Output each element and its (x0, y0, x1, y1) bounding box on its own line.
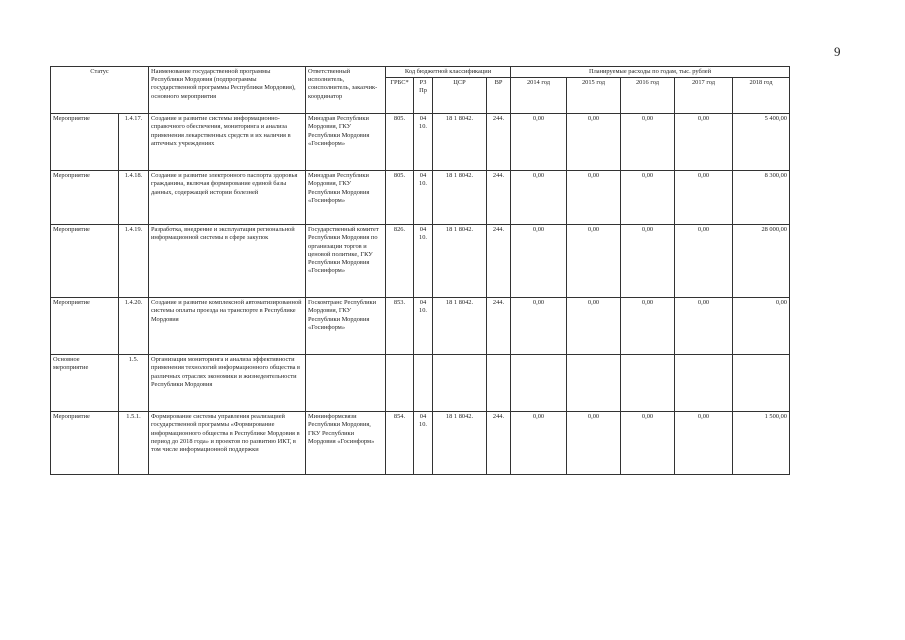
row-value-2015: 0,00 (567, 171, 621, 225)
row-value-2017 (675, 355, 733, 412)
row-grbs: 854. (386, 412, 414, 475)
row-grbs: 826. (386, 225, 414, 298)
row-value-2017: 0,00 (675, 412, 733, 475)
header-year: 2015 год (567, 78, 621, 114)
row-value-2016: 0,00 (621, 225, 675, 298)
row-vr: 244. (487, 412, 511, 475)
row-value-2014 (511, 355, 567, 412)
row-name: Разработка, внедрение и эксплуатация региональной информационной системы в сфере закупок (149, 225, 306, 298)
row-value-2017: 0,00 (675, 225, 733, 298)
row-grbs: 805. (386, 114, 414, 171)
row-executor: Мининформсвязи Республики Мордовия, ГКУ Республики Мордовия «Госинформ» (306, 412, 386, 475)
row-grbs (386, 355, 414, 412)
header-grbs: ГРБС* (386, 78, 414, 114)
row-value-2018: 5 400,00 (733, 114, 790, 171)
row-value-2017: 0,00 (675, 298, 733, 355)
row-number: 1.5.1. (119, 412, 149, 475)
row-value-2015: 0,00 (567, 298, 621, 355)
row-status: Мероприятие (51, 298, 119, 355)
header-rz: РЗ Пр (414, 78, 433, 114)
row-rz: 04 10. (414, 298, 433, 355)
table-row (51, 412, 790, 475)
row-value-2018: 0,00 (733, 298, 790, 355)
table-row (51, 355, 790, 412)
row-name: Организация мониторинга и анализа эффективности применения технологий информационного общества в различных отраслях экономики и жизнедеятельности Республики Мордовия (149, 355, 306, 412)
row-value-2018: 28 000,00 (733, 225, 790, 298)
row-grbs: 853. (386, 298, 414, 355)
budget-table (50, 66, 790, 475)
row-name: Создание и развитие электронного паспорта здоровья гражданина, включая формирование единой базы данных, содержащей истории болезней (149, 171, 306, 225)
row-rz: 04 10. (414, 412, 433, 475)
row-value-2017: 0,00 (675, 114, 733, 171)
table-row (51, 225, 790, 298)
header-vr: ВР (487, 78, 511, 114)
header-year: 2014 год (511, 78, 567, 114)
row-csr: 18 1 8042. (433, 412, 487, 475)
header-budget-code: Код бюджетной классификации (386, 67, 511, 78)
row-csr: 18 1 8042. (433, 298, 487, 355)
header-year: 2016 год (621, 78, 675, 114)
row-name: Формирование системы управления реализацией государственной программы «Формирование информационного общества в Республике Мордовия в период до 2018 года» и проектов по развитию ИКТ, в том числе информационной поддержки (149, 412, 306, 475)
row-executor: Минздрав Республики Мордовия, ГКУ Республики Мордовия «Госинформ» (306, 114, 386, 171)
row-value-2018: 1 500,00 (733, 412, 790, 475)
row-name: Создание и развитие комплексной автоматизированной системы оплаты проезда на транспорте в Республике Мордовия (149, 298, 306, 355)
row-value-2015 (567, 355, 621, 412)
row-rz: 04 10. (414, 225, 433, 298)
row-vr: 244. (487, 114, 511, 171)
row-value-2014: 0,00 (511, 225, 567, 298)
row-name: Создание и развитие системы информационно-справочного обеспечения, мониторинга и анализа применения лекарственных средств и их наличия в аптечных учреждениях (149, 114, 306, 171)
row-vr: 244. (487, 298, 511, 355)
row-value-2014: 0,00 (511, 114, 567, 171)
row-number: 1.4.18. (119, 171, 149, 225)
header-executor: Ответственный исполнитель, соисполнитель, заказчик-координатор (306, 67, 386, 114)
header-planned: Планируемые расходы по годам, тыс. рублей (511, 67, 790, 78)
row-value-2017: 0,00 (675, 171, 733, 225)
row-value-2014: 0,00 (511, 171, 567, 225)
row-csr (433, 355, 487, 412)
row-number: 1.4.17. (119, 114, 149, 171)
row-executor (306, 355, 386, 412)
row-grbs: 805. (386, 171, 414, 225)
table-row (51, 114, 790, 171)
row-status: Мероприятие (51, 171, 119, 225)
header-name: Наименование государственной программы Республики Мордовия (подпрограммы государственной программы Республики Мордовия), основного мероприятия (149, 67, 306, 114)
row-value-2016 (621, 355, 675, 412)
row-executor: Госкомтранс Республики Мордовия, ГКУ Республики Мордовия «Госинформ» (306, 298, 386, 355)
row-value-2014: 0,00 (511, 412, 567, 475)
row-status: Мероприятие (51, 412, 119, 475)
row-rz: 04 10. (414, 171, 433, 225)
row-executor: Государственный комитет Республики Мордовия по организации торгов и ценовой политике, ГКУ Республики Мордовия «Госинформ» (306, 225, 386, 298)
table-row (51, 298, 790, 355)
row-number: 1.4.20. (119, 298, 149, 355)
header-year: 2017 год (675, 78, 733, 114)
header-year: 2018 год (733, 78, 790, 114)
row-value-2015: 0,00 (567, 225, 621, 298)
row-csr: 18 1 8042. (433, 114, 487, 171)
row-rz (414, 355, 433, 412)
row-number: 1.5. (119, 355, 149, 412)
row-status: Мероприятие (51, 114, 119, 171)
row-value-2016: 0,00 (621, 171, 675, 225)
row-value-2014: 0,00 (511, 298, 567, 355)
header-csr: ЦСР (433, 78, 487, 114)
row-status: Основное мероприятие (51, 355, 119, 412)
row-value-2015: 0,00 (567, 412, 621, 475)
row-value-2016: 0,00 (621, 114, 675, 171)
row-vr: 244. (487, 171, 511, 225)
header-status: Статус (51, 67, 149, 114)
row-vr (487, 355, 511, 412)
row-rz: 04 10. (414, 114, 433, 171)
row-executor: Минздрав Республики Мордовия, ГКУ Республики Мордовия «Госинформ» (306, 171, 386, 225)
row-number: 1.4.19. (119, 225, 149, 298)
page-number: 9 (834, 44, 841, 59)
row-value-2016: 0,00 (621, 412, 675, 475)
row-vr: 244. (487, 225, 511, 298)
row-status: Мероприятие (51, 225, 119, 298)
row-value-2015: 0,00 (567, 114, 621, 171)
row-value-2016: 0,00 (621, 298, 675, 355)
row-value-2018: 8 300,00 (733, 171, 790, 225)
row-csr: 18 1 8042. (433, 171, 487, 225)
row-value-2018 (733, 355, 790, 412)
table-row (51, 171, 790, 225)
row-csr: 18 1 8042. (433, 225, 487, 298)
